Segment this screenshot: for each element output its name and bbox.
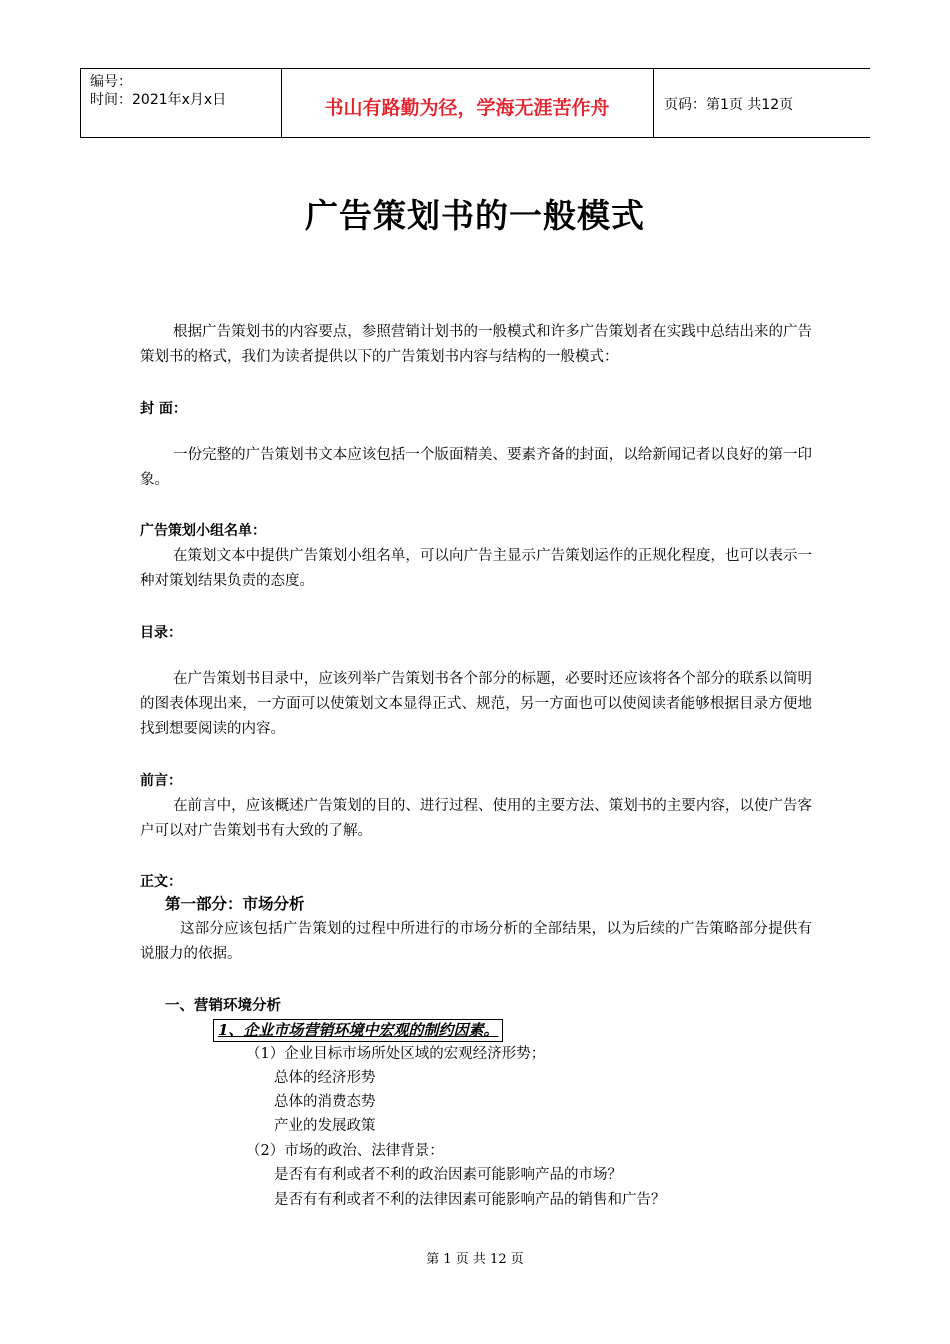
serial-label: 编号： — [90, 74, 132, 90]
list-item: 总体的经济形势 — [274, 1070, 376, 1086]
list-item: 总体的消费态势 — [274, 1094, 376, 1110]
part1-paragraph: 这部分应该包括广告策划的过程中所进行的市场分析的全部结果，以为后续的广告策略部分提供有说服力的依据。 — [140, 921, 812, 962]
list-item: （1）企业目标市场所处区域的宏观经济形势； — [246, 1046, 546, 1062]
page-footer: 第 1 页 共 12 页 — [426, 1252, 524, 1267]
cover-heading: 封 面： — [140, 401, 187, 417]
preface-paragraph: 在前言中，应该概述广告策划的目的、进行过程、使用的主要方法、策划书的主要内容，以使广告客户可以对广告策划书有大致的了解。 — [140, 798, 812, 839]
part1-title: 第一部分：市场分析 — [165, 895, 305, 913]
header-divider — [653, 69, 654, 137]
subsection-title: 一、营销环境分析 — [165, 998, 281, 1014]
cover-paragraph: 一份完整的广告策划书文本应该包括一个版面精美、要素齐备的封面，以给新闻记者以良好的第一印象。 — [140, 447, 812, 488]
list-item: （2）市场的政治、法律背景： — [246, 1143, 444, 1159]
toc-heading: 目录： — [140, 625, 182, 641]
body-heading: 正文： — [140, 874, 182, 890]
header-page-info: 页码：第1页 共12页 — [664, 97, 794, 113]
toc-paragraph: 在广告策划书目录中，应该列举广告策划书各个部分的标题，必要时还应该将各个部分的联系以简明的图表体现出来，一方面可以使策划文本显得正式、规范，另一方面也可以使阅读者能够根据目录方便地找到想要阅读的内容。 — [140, 671, 812, 737]
header-motto: 书山有路勤为径，学海无涯苦作舟 — [324, 97, 610, 119]
team-paragraph: 在策划文本中提供广告策划小组名单，可以向广告主显示广告策划运作的正规化程度，也可以表示一种对策划结果负责的态度。 — [140, 548, 812, 589]
list-item: 是否有有利或者不利的法律因素可能影响产品的销售和广告？ — [274, 1192, 666, 1208]
header-table — [80, 68, 870, 138]
list-item: 产业的发展政策 — [274, 1118, 376, 1134]
header-meta — [90, 73, 226, 109]
preface-heading: 前言： — [140, 773, 182, 789]
time-label: 时间：2021年x月x日 — [90, 92, 227, 108]
list-item: 是否有有利或者不利的政治因素可能影响产品的市场？ — [274, 1167, 622, 1183]
team-heading: 广告策划小组名单： — [140, 523, 266, 539]
boxed-subheading: 1、企业市场营销环境中宏观的制约因素。 — [213, 1019, 503, 1042]
document-title: 广告策划书的一般模式 — [305, 196, 645, 235]
header-divider — [80, 69, 81, 137]
intro-paragraph: 根据广告策划书的内容要点，参照营销计划书的一般模式和许多广告策划者在实践中总结出来的广告策划书的格式，我们为读者提供以下的广告策划书内容与结构的一般模式： — [140, 324, 812, 365]
